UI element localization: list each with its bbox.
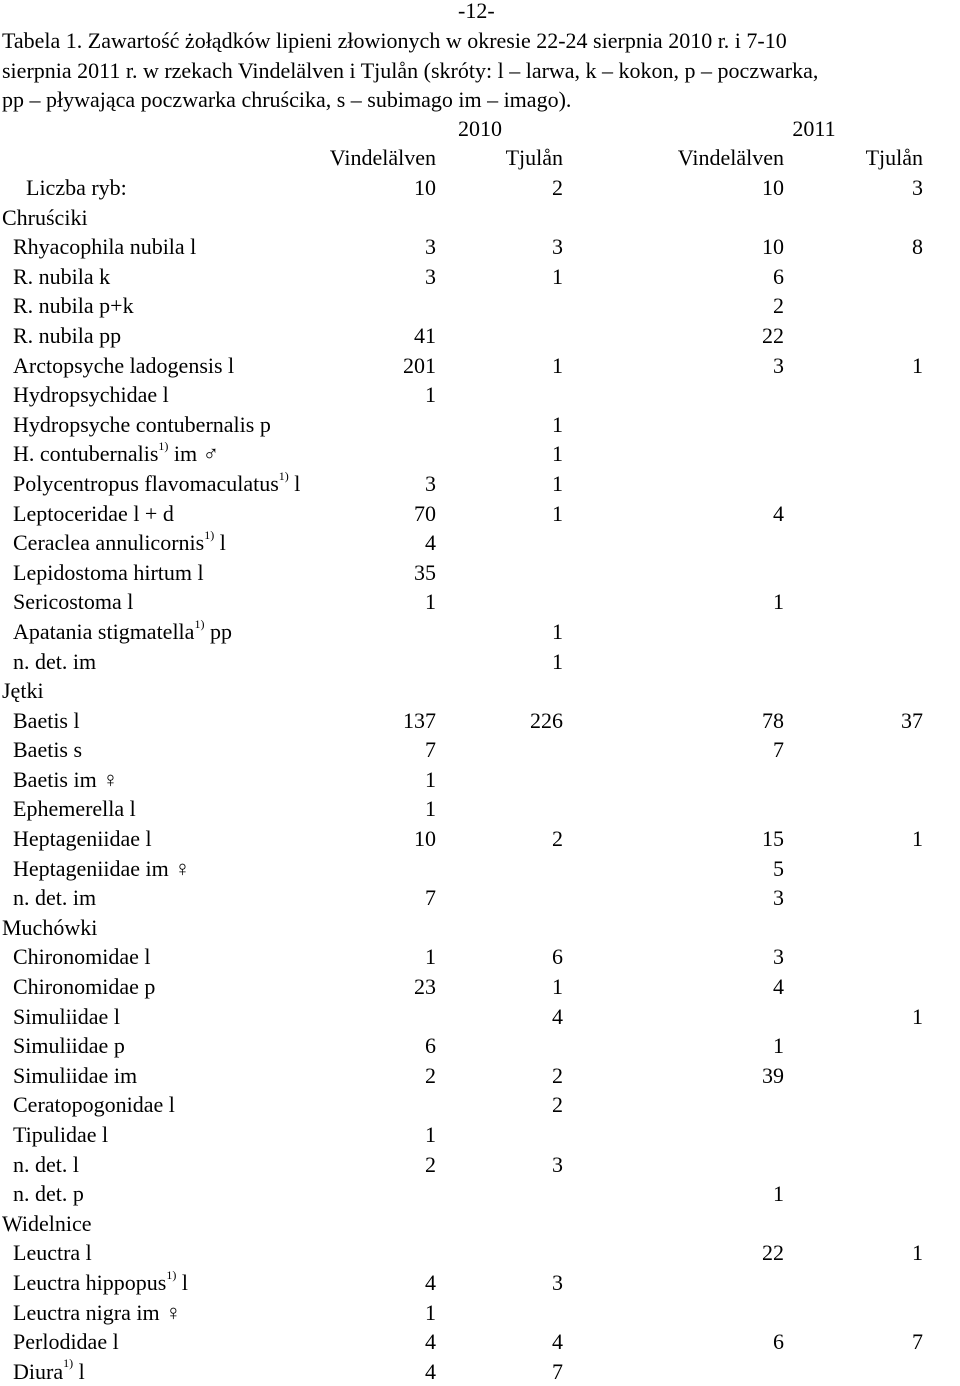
table-row [0,735,960,765]
count-cell: 23 [414,974,436,1000]
taxon-name: Ceraclea annulicornis [13,530,205,556]
table-row [0,380,960,410]
table-body [0,173,960,1386]
count-cell: 1 [773,1181,784,1207]
year-header-2011: 2011 [792,116,836,141]
count-cell: 3 [912,175,923,200]
taxon-label [13,735,82,765]
taxon-label [13,587,133,617]
count-cell: 3 [425,263,436,289]
taxon-name: R. nubila pp [13,322,122,348]
count-cell: 37 [901,707,923,733]
table-row [0,351,960,381]
count-cell: 1 [425,766,436,792]
count-cell: 3 [552,1151,563,1177]
count-cell: 1 [425,796,436,822]
count-cell: 2 [425,1062,436,1088]
table-row [0,232,960,262]
taxon-label [13,1061,137,1091]
taxon-name: n. det. im [13,648,97,674]
footnote-marker: 1) [63,1356,74,1371]
table-row [0,469,960,499]
taxon-label [13,883,96,913]
table-row [0,291,960,321]
section-heading-row [0,1209,960,1239]
taxon-name: R. nubila k [13,263,111,289]
section-heading-row [0,676,960,706]
count-cell: 5 [773,855,784,881]
count-cell: 78 [762,707,784,733]
count-cell: 15 [762,826,784,852]
table-row [0,1357,960,1386]
count-cell: 1 [912,1003,923,1029]
taxon-label [13,1090,175,1120]
taxon-name: Leuctra hippopus [13,1269,167,1295]
count-cell: 4 [552,1003,563,1029]
year-header-2010: 2010 [458,116,502,141]
taxon-name: R. nubila p+k [13,293,134,319]
count-cell: 3 [552,234,563,260]
taxon-name: Diura [13,1358,64,1384]
table-row [0,794,960,824]
taxon-label [13,1327,119,1357]
taxon-name: Baetis l [13,707,80,733]
count-cell: 39 [762,1062,784,1088]
table-row [0,528,960,558]
caption-line: pp – pływająca poczwarka chruścika, s – subimago im – imago). [2,87,572,112]
count-cell: 2 [773,293,784,319]
taxon-name: Heptageniidae im ♀ [13,855,191,881]
count-cell: 7 [773,737,784,763]
count-cell: 3 [552,1269,563,1295]
count-cell: 1 [773,1033,784,1059]
taxon-name: Muchówki [2,914,98,940]
taxon-label [13,291,134,321]
caption-line: Tabela 1. Zawartość żołądków lipieni złowionych w okresie 22-24 sierpnia 2010 r. i 7-10 [2,28,787,53]
count-cell: 201 [403,352,436,378]
taxon-label [13,439,219,469]
taxon-label [13,351,234,381]
section-heading [2,676,44,706]
taxon-name: Chironomidae l [13,944,151,970]
table-row [0,706,960,736]
taxon-label [13,765,119,795]
count-cell: 1 [773,589,784,615]
taxon-label [13,824,152,854]
count-cell: 22 [762,1240,784,1266]
table-row [0,439,960,469]
taxon-name: Heptageniidae l [13,826,152,852]
caption-line: sierpnia 2011 r. w rzekach Vindelälven i Tjulån (skróty: l – larwa, k – kokon, p – poczwarka, [2,57,819,83]
table-row [0,1002,960,1032]
table-row [0,1120,960,1150]
count-cell: 3 [773,352,784,378]
taxon-label [13,528,226,558]
taxon-label [13,1002,120,1032]
taxon-label [13,1357,85,1386]
taxon-name: Hydropsyche contubernalis p [13,411,271,437]
footnote-marker: 1) [194,616,205,631]
count-cell: 4 [425,530,436,556]
taxon-name: H. contubernalis [13,441,159,467]
taxon-label [13,410,271,440]
count-cell: 1 [425,1122,436,1147]
count-cell: 6 [773,263,784,289]
table-row [0,854,960,884]
stage-suffix: l [214,530,226,556]
taxon-name: Chruściki [2,204,88,230]
count-cell: 1 [912,352,923,378]
count-cell: 4 [552,1329,563,1355]
taxon-label [13,1268,188,1298]
count-cell: 7 [425,737,436,763]
count-cell: 4 [773,500,784,526]
count-cell: 1 [912,826,923,852]
taxon-label [13,499,174,529]
taxon-name: Arctopsyche ladogensis l [13,352,235,378]
table-row [0,824,960,854]
count-cell: 3 [773,885,784,911]
taxon-name: Hydropsychidae l [13,382,169,408]
taxon-name: Rhyacophila nubila l [13,234,197,260]
taxon-name: Leuctra nigra im ♀ [13,1299,182,1325]
taxon-name: Apatania stigmatella [13,618,195,644]
taxon-name: Simuliidae l [13,1003,120,1029]
table-row [0,1031,960,1061]
count-cell: 4 [425,1269,436,1295]
taxon-label [13,942,150,972]
table-row [0,1238,960,1268]
count-cell: 1 [425,382,436,408]
taxon-label [13,1298,182,1328]
taxon-name: Baetis s [13,737,83,763]
count-cell: 7 [912,1329,923,1355]
taxon-label [13,706,80,736]
count-cell: 6 [773,1329,784,1355]
stage-suffix: im ♂ [168,441,220,467]
table-row [0,765,960,795]
count-cell: 1 [425,589,436,615]
taxon-name: Jętki [2,678,44,704]
taxon-label [13,647,96,677]
taxon-label [13,794,136,824]
table-row [0,1327,960,1357]
taxon-label [13,1120,108,1150]
count-cell: 70 [414,500,436,526]
count-cell: 2 [425,1151,436,1177]
taxon-name: Chironomidae p [13,974,156,1000]
table-row [0,883,960,913]
count-cell: 3 [773,944,784,970]
river-header-tjulan-2011: Tjulån [865,145,923,170]
taxon-label [13,232,196,262]
taxon-name: Ceratopogonidae l [13,1092,175,1118]
count-cell: 137 [403,707,436,733]
table-row [0,942,960,972]
taxon-name: Perlodidae l [13,1329,119,1355]
footnote-marker: 1) [278,468,289,483]
taxon-name: Ephemerella l [13,796,136,822]
taxon-label [13,854,191,884]
taxon-label [13,262,110,292]
count-cell: 1 [552,648,563,674]
taxon-label [26,173,127,203]
count-cell: 6 [425,1033,436,1059]
count-cell: 2 [552,826,563,852]
count-cell: 8 [912,234,923,260]
taxon-name: Polycentropus flavomaculatus [13,470,279,496]
count-cell: 10 [414,175,436,200]
count-cell: 1 [552,441,563,467]
taxon-label [13,1179,84,1209]
stage-suffix: l [288,470,301,496]
table-row [0,262,960,292]
count-cell: 10 [762,234,784,260]
count-cell: 1 [552,263,563,289]
river-header-tjulan-2010: Tjulån [505,145,563,170]
section-heading [2,913,97,943]
footnote-marker: 1) [158,439,169,454]
table-row [0,499,960,529]
river-header-vindelalven-2010: Vindelälven [329,145,436,170]
count-cell: 22 [762,322,784,348]
section-heading-row [0,203,960,233]
taxon-name: Sericostoma l [13,589,134,615]
page-number: -12- [458,0,495,23]
taxon-name: Baetis im ♀ [13,766,119,792]
count-cell: 4 [425,1329,436,1355]
count-cell: 3 [425,234,436,260]
table-row [0,1150,960,1180]
taxon-name: Tipulidae l [13,1122,109,1147]
stage-suffix: pp [204,618,232,644]
count-cell: 35 [414,559,436,585]
river-header-vindelalven-2011: Vindelälven [677,145,784,170]
count-cell: 226 [530,707,563,733]
table-row [0,972,960,1002]
taxon-label [13,1238,92,1268]
count-cell: 7 [552,1358,563,1384]
taxon-name: Lepidostoma hirtum l [13,559,204,585]
count-cell: 2 [552,1092,563,1118]
taxon-name: Widelnice [2,1210,92,1236]
table-row [0,321,960,351]
taxon-label [13,972,155,1002]
taxon-label [13,617,232,647]
table-row [0,1090,960,1120]
count-cell: 2 [552,175,563,200]
taxon-name: n. det. p [13,1181,84,1207]
count-cell: 1 [552,500,563,526]
taxon-name: Simuliidae p [13,1033,125,1059]
table-row [0,617,960,647]
taxon-name: n. det. l [13,1151,79,1177]
count-cell: 4 [773,974,784,1000]
count-cell: 4 [425,1358,436,1384]
taxon-name: Leuctra l [13,1240,92,1266]
count-cell: 1 [552,618,563,644]
count-cell: 10 [414,826,436,852]
footnote-marker: 1) [204,527,215,542]
count-cell: 1 [425,944,436,970]
count-cell: 1 [425,1299,436,1325]
taxon-label [13,1150,79,1180]
count-cell: 2 [552,1062,563,1088]
count-cell: 1 [552,411,563,437]
count-cell: 41 [414,322,436,348]
count-cell: 7 [425,885,436,911]
taxon-label [13,558,204,588]
table-row [0,1179,960,1209]
taxon-label [13,380,169,410]
taxon-label [13,321,121,351]
taxon-name: n. det. im [13,885,97,911]
count-cell: 10 [762,175,784,200]
table-row [0,410,960,440]
stage-suffix: l [73,1358,85,1384]
section-heading [2,203,88,233]
count-cell: 1 [552,470,563,496]
taxon-label [13,1031,125,1061]
stage-suffix: l [176,1269,188,1295]
table-row [0,1061,960,1091]
taxon-label [13,469,300,499]
count-cell: 1 [912,1240,923,1266]
section-heading-row [0,913,960,943]
taxon-name: Simuliidae im [13,1062,138,1088]
count-cell: 3 [425,470,436,496]
table-row [0,1268,960,1298]
table-row [0,558,960,588]
table-row [0,587,960,617]
table-row [0,1298,960,1328]
taxon-name: Leptoceridae l + d [13,500,174,526]
count-cell: 6 [552,944,563,970]
table-row [0,647,960,677]
count-cell: 1 [552,352,563,378]
footnote-marker: 1) [166,1267,177,1282]
table-caption [2,26,958,115]
table-row [0,173,960,203]
taxon-name: Liczba ryb: [26,175,127,200]
count-cell: 1 [552,974,563,1000]
section-heading [2,1209,92,1239]
